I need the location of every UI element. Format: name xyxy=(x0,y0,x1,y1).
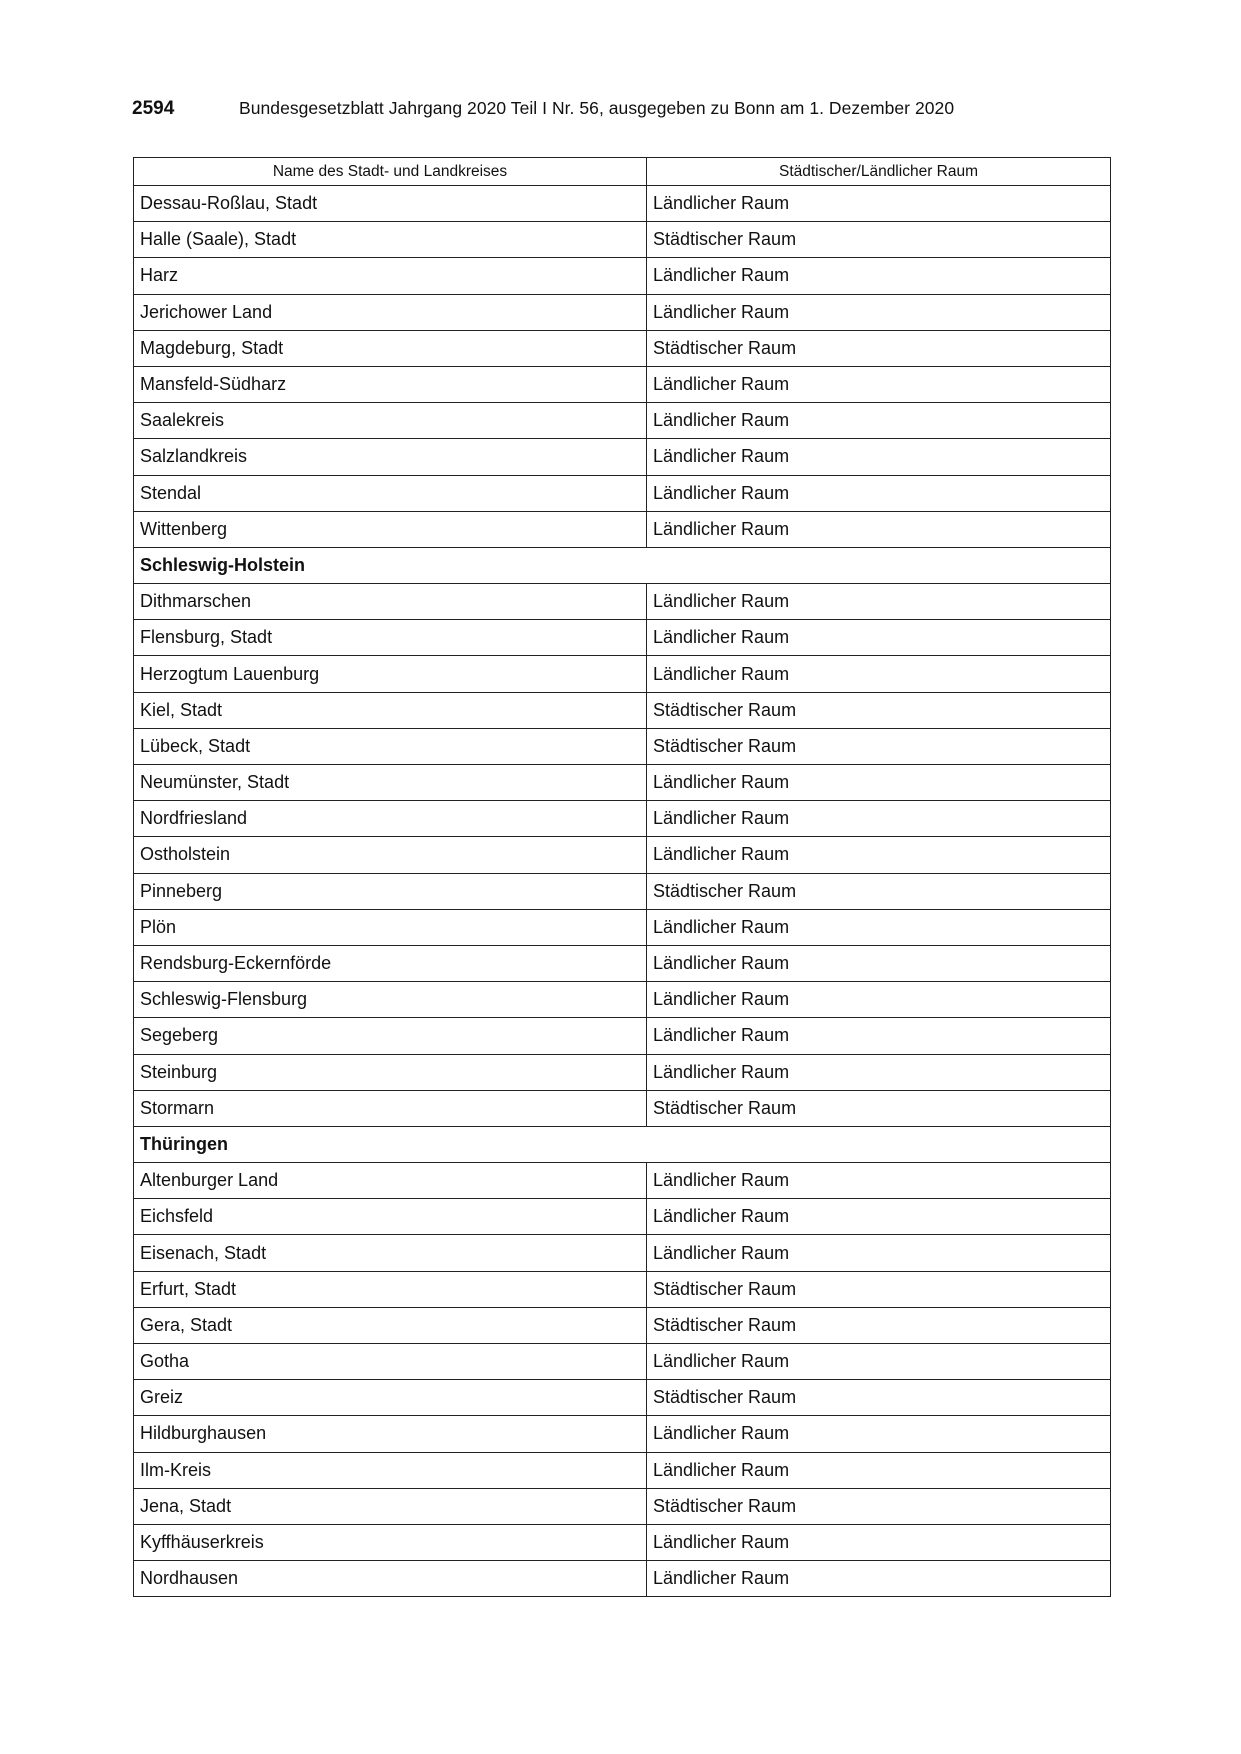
area-type-cell: Ländlicher Raum xyxy=(647,294,1111,330)
area-type-cell: Ländlicher Raum xyxy=(647,945,1111,981)
district-name-cell: Nordhausen xyxy=(134,1561,647,1597)
area-type-cell: Ländlicher Raum xyxy=(647,620,1111,656)
area-type-cell: Städtischer Raum xyxy=(647,1380,1111,1416)
district-name-cell: Kiel, Stadt xyxy=(134,692,647,728)
district-name-cell: Nordfriesland xyxy=(134,801,647,837)
district-name-cell: Altenburger Land xyxy=(134,1163,647,1199)
table-row xyxy=(134,1199,1111,1235)
table-row xyxy=(134,439,1111,475)
area-type-cell: Städtischer Raum xyxy=(647,222,1111,258)
table-row xyxy=(134,403,1111,439)
state-heading: Schleswig-Holstein xyxy=(134,547,1111,583)
area-type-cell: Städtischer Raum xyxy=(647,728,1111,764)
area-type-cell: Ländlicher Raum xyxy=(647,1524,1111,1560)
district-name-cell: Dessau-Roßlau, Stadt xyxy=(134,186,647,222)
state-heading-row xyxy=(134,547,1111,583)
district-name-cell: Salzlandkreis xyxy=(134,439,647,475)
table-row xyxy=(134,1344,1111,1380)
area-type-cell: Ländlicher Raum xyxy=(647,765,1111,801)
table-row xyxy=(134,1018,1111,1054)
area-type-cell: Ländlicher Raum xyxy=(647,837,1111,873)
area-type-cell: Ländlicher Raum xyxy=(647,258,1111,294)
area-type-cell: Ländlicher Raum xyxy=(647,584,1111,620)
table-row xyxy=(134,511,1111,547)
district-name-cell: Mansfeld-Südharz xyxy=(134,366,647,402)
district-name-cell: Rendsburg-Eckernförde xyxy=(134,945,647,981)
table-row xyxy=(134,909,1111,945)
table-row xyxy=(134,873,1111,909)
area-type-cell: Ländlicher Raum xyxy=(647,801,1111,837)
area-type-cell: Ländlicher Raum xyxy=(647,439,1111,475)
table-row xyxy=(134,1488,1111,1524)
district-name-cell: Gera, Stadt xyxy=(134,1307,647,1343)
district-name-cell: Greiz xyxy=(134,1380,647,1416)
table-row xyxy=(134,366,1111,402)
district-name-cell: Stormarn xyxy=(134,1090,647,1126)
area-type-cell: Ländlicher Raum xyxy=(647,656,1111,692)
district-name-cell: Gotha xyxy=(134,1344,647,1380)
area-type-cell: Ländlicher Raum xyxy=(647,1018,1111,1054)
district-name-cell: Erfurt, Stadt xyxy=(134,1271,647,1307)
table-row xyxy=(134,1416,1111,1452)
area-type-cell: Städtischer Raum xyxy=(647,692,1111,728)
district-name-cell: Steinburg xyxy=(134,1054,647,1090)
area-type-cell: Ländlicher Raum xyxy=(647,366,1111,402)
table-row xyxy=(134,1163,1111,1199)
table-header-row xyxy=(134,158,1111,186)
table-row xyxy=(134,1561,1111,1597)
district-name-cell: Jerichower Land xyxy=(134,294,647,330)
district-name-cell: Lübeck, Stadt xyxy=(134,728,647,764)
table-row xyxy=(134,801,1111,837)
table-body xyxy=(134,186,1111,1597)
district-name-cell: Hildburghausen xyxy=(134,1416,647,1452)
page-header xyxy=(132,98,1092,128)
table-row xyxy=(134,1380,1111,1416)
table-row xyxy=(134,837,1111,873)
state-heading: Thüringen xyxy=(134,1126,1111,1162)
area-type-cell: Ländlicher Raum xyxy=(647,1235,1111,1271)
area-type-cell: Ländlicher Raum xyxy=(647,1344,1111,1380)
area-type-cell: Städtischer Raum xyxy=(647,1307,1111,1343)
table-row xyxy=(134,294,1111,330)
district-name-cell: Schleswig-Flensburg xyxy=(134,982,647,1018)
district-name-cell: Ilm-Kreis xyxy=(134,1452,647,1488)
state-heading-row xyxy=(134,1126,1111,1162)
district-name-cell: Kyffhäuserkreis xyxy=(134,1524,647,1560)
table-row xyxy=(134,728,1111,764)
area-type-cell: Ländlicher Raum xyxy=(647,511,1111,547)
area-type-cell: Ländlicher Raum xyxy=(647,1452,1111,1488)
district-name-cell: Eichsfeld xyxy=(134,1199,647,1235)
table-row xyxy=(134,945,1111,981)
district-name-cell: Jena, Stadt xyxy=(134,1488,647,1524)
area-type-cell: Städtischer Raum xyxy=(647,1271,1111,1307)
table-row xyxy=(134,1452,1111,1488)
table-row xyxy=(134,1090,1111,1126)
table-row xyxy=(134,620,1111,656)
table-row xyxy=(134,222,1111,258)
district-name-cell: Ostholstein xyxy=(134,837,647,873)
table-row xyxy=(134,584,1111,620)
district-name-cell: Segeberg xyxy=(134,1018,647,1054)
district-name-cell: Pinneberg xyxy=(134,873,647,909)
table-row xyxy=(134,692,1111,728)
district-name-cell: Stendal xyxy=(134,475,647,511)
area-type-cell: Städtischer Raum xyxy=(647,873,1111,909)
district-name-cell: Eisenach, Stadt xyxy=(134,1235,647,1271)
table-row xyxy=(134,765,1111,801)
district-name-cell: Flensburg, Stadt xyxy=(134,620,647,656)
district-name-cell: Plön xyxy=(134,909,647,945)
area-type-cell: Ländlicher Raum xyxy=(647,982,1111,1018)
area-type-cell: Ländlicher Raum xyxy=(647,1054,1111,1090)
table-row xyxy=(134,1271,1111,1307)
area-type-cell: Ländlicher Raum xyxy=(647,1199,1111,1235)
district-name-cell: Dithmarschen xyxy=(134,584,647,620)
district-name-cell: Halle (Saale), Stadt xyxy=(134,222,647,258)
table-row xyxy=(134,330,1111,366)
area-type-cell: Ländlicher Raum xyxy=(647,403,1111,439)
column-header-raum: Städtischer/Ländlicher Raum xyxy=(647,158,1111,186)
area-type-cell: Ländlicher Raum xyxy=(647,1416,1111,1452)
column-header-name: Name des Stadt- und Landkreises xyxy=(134,158,647,186)
table-row xyxy=(134,186,1111,222)
district-name-cell: Neumünster, Stadt xyxy=(134,765,647,801)
table-row xyxy=(134,656,1111,692)
table-row xyxy=(134,1054,1111,1090)
table-row xyxy=(134,1307,1111,1343)
table-row xyxy=(134,258,1111,294)
district-name-cell: Harz xyxy=(134,258,647,294)
table-row xyxy=(134,475,1111,511)
area-type-cell: Ländlicher Raum xyxy=(647,909,1111,945)
area-type-cell: Ländlicher Raum xyxy=(647,475,1111,511)
district-table xyxy=(133,157,1111,1597)
area-type-cell: Städtischer Raum xyxy=(647,330,1111,366)
district-name-cell: Saalekreis xyxy=(134,403,647,439)
district-name-cell: Magdeburg, Stadt xyxy=(134,330,647,366)
table-row xyxy=(134,1524,1111,1560)
area-type-cell: Städtischer Raum xyxy=(647,1488,1111,1524)
district-name-cell: Herzogtum Lauenburg xyxy=(134,656,647,692)
area-type-cell: Ländlicher Raum xyxy=(647,186,1111,222)
district-name-cell: Wittenberg xyxy=(134,511,647,547)
area-type-cell: Ländlicher Raum xyxy=(647,1561,1111,1597)
table-row xyxy=(134,982,1111,1018)
table-row xyxy=(134,1235,1111,1271)
page-number: 2594 xyxy=(132,98,175,119)
area-type-cell: Städtischer Raum xyxy=(647,1090,1111,1126)
page-title: Bundesgesetzblatt Jahrgang 2020 Teil I Nr. 56, ausgegeben zu Bonn am 1. Dezember 2020 xyxy=(239,98,955,118)
area-type-cell: Ländlicher Raum xyxy=(647,1163,1111,1199)
